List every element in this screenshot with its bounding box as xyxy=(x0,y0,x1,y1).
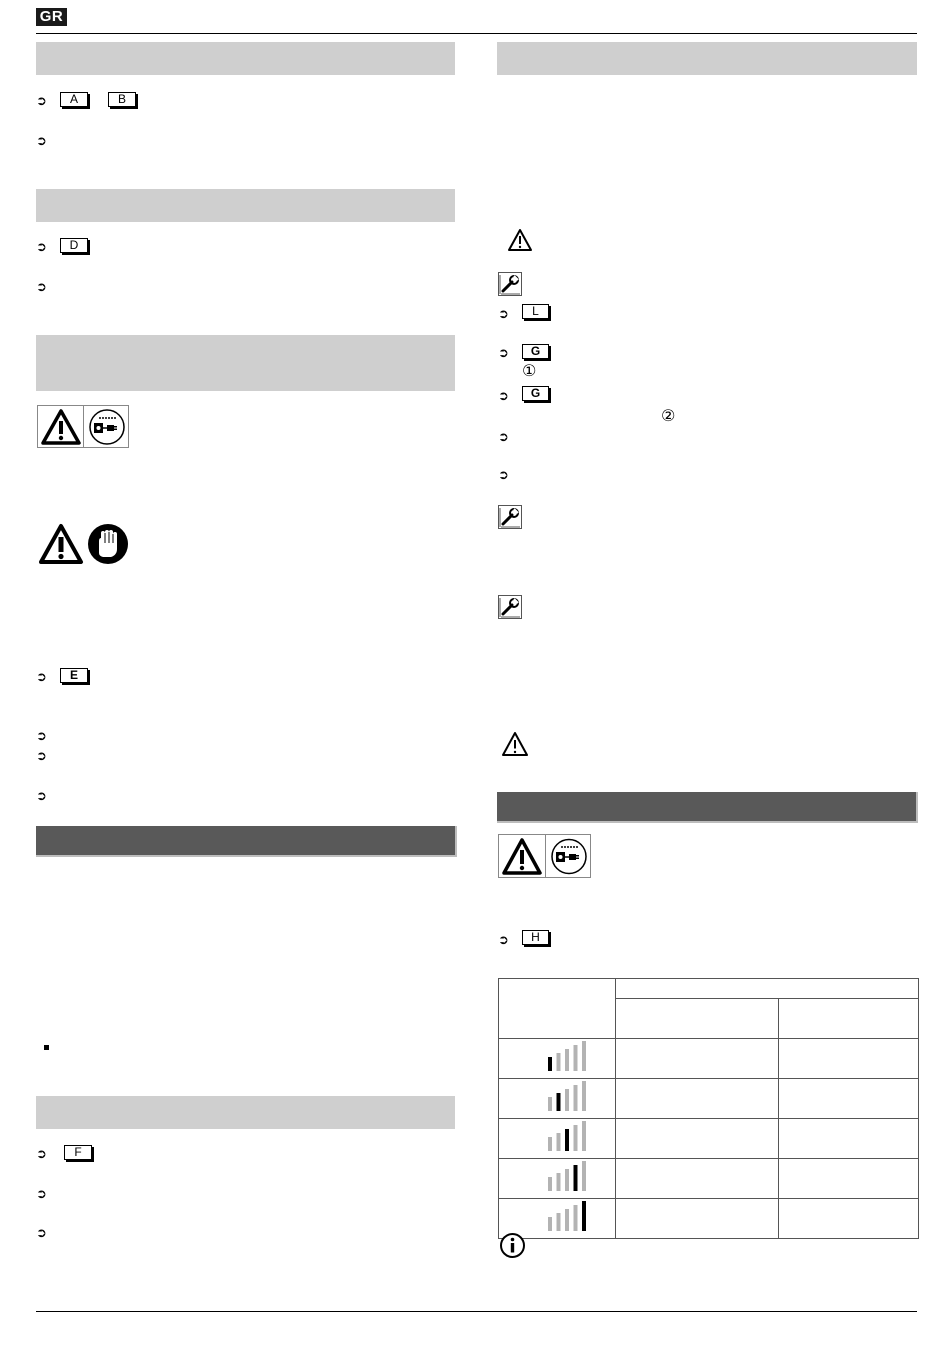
speed-level-bars-icon xyxy=(499,1039,614,1073)
level-bar xyxy=(557,1213,561,1231)
arrow-bullet-icon: ➲ xyxy=(498,430,509,445)
table-header-cell xyxy=(615,999,778,1039)
level-bar xyxy=(574,1165,578,1191)
level-bar xyxy=(548,1217,552,1231)
level-bar xyxy=(582,1081,586,1111)
warning-unplug-icon-group xyxy=(498,834,591,878)
figure-ref-g: G xyxy=(522,344,549,359)
figure-ref-f: F xyxy=(64,1145,92,1160)
level-bar xyxy=(565,1209,569,1231)
level-bar xyxy=(548,1137,552,1151)
level-bar xyxy=(565,1049,569,1071)
level-bar xyxy=(582,1161,586,1191)
section-heading-bar xyxy=(36,335,455,391)
level-bar xyxy=(557,1053,561,1071)
level-bar xyxy=(557,1173,561,1191)
arrow-bullet-icon: ➲ xyxy=(498,389,509,404)
figure-ref-h: H xyxy=(522,930,549,945)
level-bar xyxy=(582,1201,586,1231)
arrow-bullet-icon: ➲ xyxy=(498,346,509,361)
arrow-bullet-icon: ➲ xyxy=(36,729,47,744)
level-bar xyxy=(574,1125,578,1151)
arrow-bullet-icon: ➲ xyxy=(498,468,509,483)
level-bar xyxy=(574,1045,578,1071)
protective-gloves-icon xyxy=(87,523,129,565)
level-bar xyxy=(574,1085,578,1111)
level-bar xyxy=(582,1121,586,1151)
callout-number-2: ② xyxy=(661,406,676,425)
warning-unplug-icon-group xyxy=(37,405,129,448)
speed-level-bars-icon xyxy=(499,1159,614,1193)
callout-number-1: ① xyxy=(522,361,537,380)
figure-ref-b: B xyxy=(108,92,136,107)
table-row xyxy=(499,1119,919,1159)
header-rule xyxy=(36,33,917,34)
level-cell xyxy=(499,1119,616,1159)
section-heading-bar xyxy=(36,1096,455,1129)
level-bar xyxy=(565,1129,569,1151)
table-row xyxy=(499,1159,919,1199)
level-bar xyxy=(548,1057,552,1071)
footer-rule xyxy=(36,1311,917,1312)
figure-ref-g: G xyxy=(522,386,549,401)
chapter-heading-bar xyxy=(36,826,457,857)
arrow-bullet-icon: ➲ xyxy=(36,280,47,295)
level-bar xyxy=(548,1097,552,1111)
table-header-cell xyxy=(499,979,616,1039)
language-badge: GR xyxy=(36,8,67,26)
info-icon xyxy=(499,1232,526,1259)
speed-setting-table xyxy=(498,978,919,1239)
table-row xyxy=(499,1039,919,1079)
wrench-icon xyxy=(498,272,522,296)
speed-level-bars-icon xyxy=(499,1079,614,1113)
speed-level-bars-icon xyxy=(499,1199,614,1233)
arrow-bullet-icon: ➲ xyxy=(36,134,47,149)
arrow-bullet-icon: ➲ xyxy=(36,240,47,255)
level-bar xyxy=(557,1133,561,1151)
section-heading-bar xyxy=(36,42,455,75)
arrow-bullet-icon: ➲ xyxy=(36,749,47,764)
arrow-bullet-icon: ➲ xyxy=(498,307,509,322)
level-bar xyxy=(548,1177,552,1191)
arrow-bullet-icon: ➲ xyxy=(36,670,47,685)
section-heading-bar xyxy=(36,189,455,222)
table-row xyxy=(499,1199,919,1239)
warning-triangle-icon xyxy=(38,523,84,565)
arrow-bullet-icon: ➲ xyxy=(36,789,47,804)
level-cell xyxy=(499,1159,616,1199)
table-header-cell xyxy=(779,999,919,1039)
figure-ref-a: A xyxy=(60,92,88,107)
arrow-bullet-icon: ➲ xyxy=(36,1226,47,1241)
warning-triangle-icon xyxy=(507,228,533,252)
list-square-bullet xyxy=(44,1045,49,1050)
unplug-mains-icon xyxy=(87,408,127,446)
arrow-bullet-icon: ➲ xyxy=(36,1147,47,1162)
level-bar xyxy=(557,1093,561,1111)
unplug-mains-icon xyxy=(549,837,589,876)
arrow-bullet-icon: ➲ xyxy=(36,94,47,109)
speed-level-bars-icon xyxy=(499,1119,614,1153)
figure-ref-e: E xyxy=(60,668,88,683)
level-cell xyxy=(499,1079,616,1119)
wrench-icon xyxy=(498,595,522,619)
warning-triangle-icon xyxy=(501,731,529,757)
level-bar xyxy=(565,1169,569,1191)
warning-triangle-icon xyxy=(502,838,542,875)
table-row xyxy=(499,1079,919,1119)
warning-triangle-icon xyxy=(41,409,81,445)
chapter-heading-bar xyxy=(497,792,918,823)
wrench-icon xyxy=(498,505,522,529)
figure-ref-l: L xyxy=(522,304,549,319)
figure-ref-d: D xyxy=(60,238,88,253)
level-bar xyxy=(565,1089,569,1111)
arrow-bullet-icon: ➲ xyxy=(498,933,509,948)
level-cell xyxy=(499,1039,616,1079)
level-bar xyxy=(582,1041,586,1071)
table-header-cell xyxy=(615,979,918,999)
level-bar xyxy=(574,1205,578,1231)
section-heading-bar xyxy=(497,42,917,75)
arrow-bullet-icon: ➲ xyxy=(36,1187,47,1202)
